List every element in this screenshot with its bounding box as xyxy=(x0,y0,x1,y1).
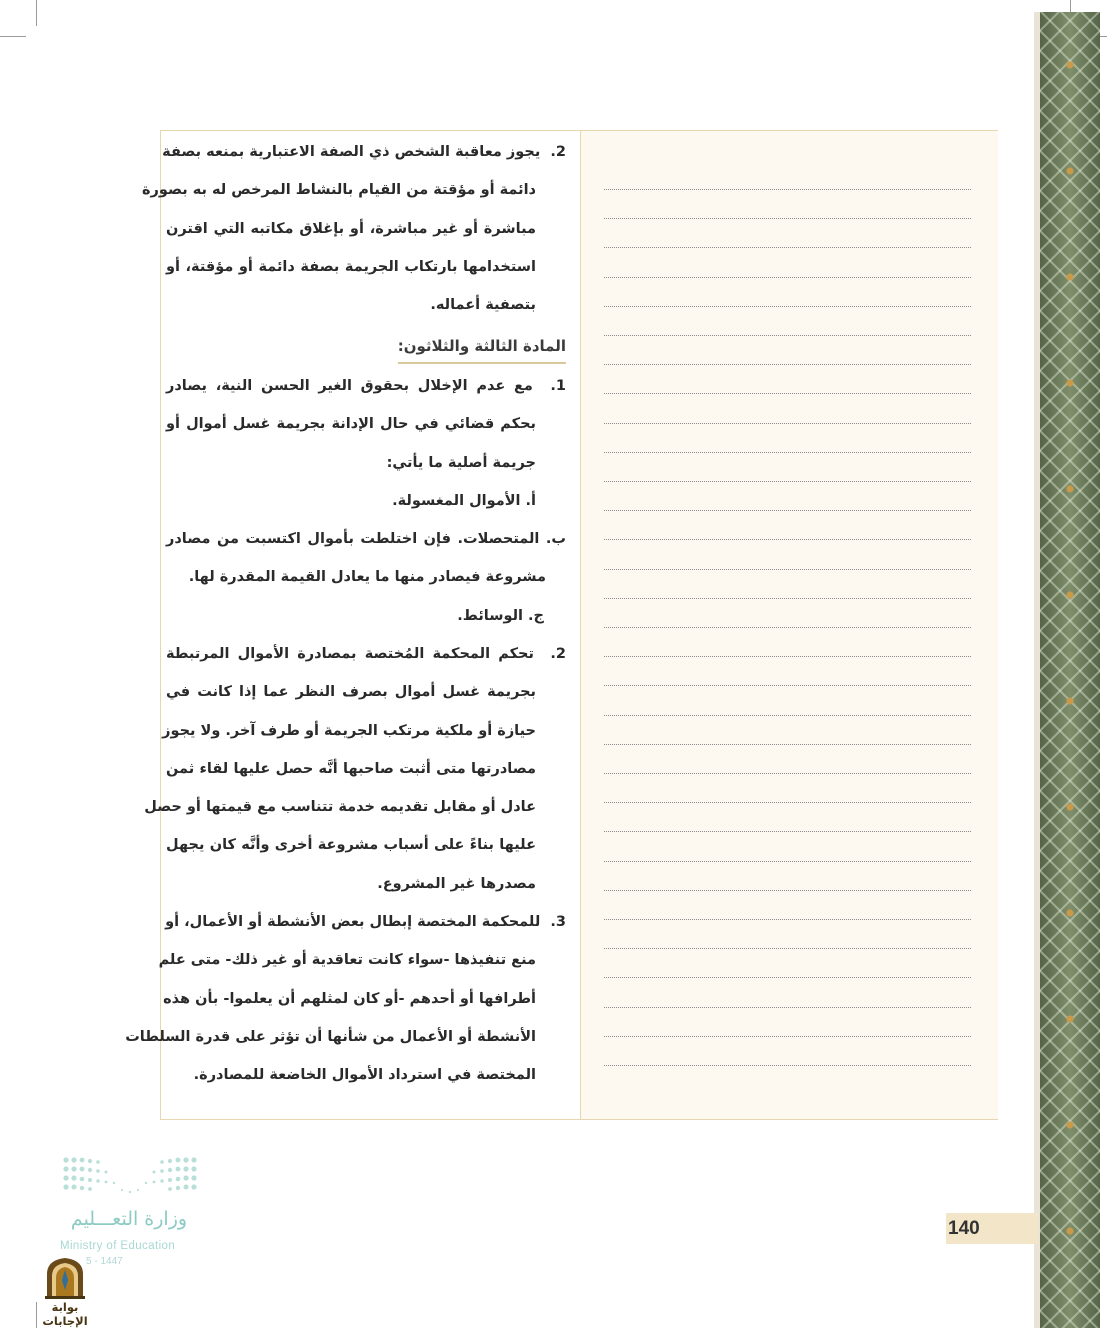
answers-gate-logo-icon xyxy=(43,1256,87,1300)
text-line: بجريمة غسل أموال بصرف النظر عما إذا كانت في xyxy=(166,684,536,701)
text-line: أطرافها أو أحدهم -أو كان لمثلهم أن يعلموا- بأن هذه xyxy=(163,990,536,1007)
ministry-name-arabic: وزارة التعـــليم xyxy=(70,1208,188,1230)
sub-item-c: ج. الوسائط. xyxy=(457,607,544,624)
ministry-name-english: Ministry of Education xyxy=(60,1240,176,1252)
text-line: جريمة أصلية ما يأتي: xyxy=(386,454,536,471)
note-line xyxy=(604,364,971,365)
crop-mark xyxy=(36,0,37,26)
note-line xyxy=(604,773,971,774)
note-line xyxy=(604,539,971,540)
text-line: حيازة أو ملكية مرتكب الجريمة أو طرف آخر. ولا يجوز xyxy=(162,722,536,739)
note-line xyxy=(604,919,971,920)
item-1-confiscation xyxy=(166,367,566,635)
note-line xyxy=(604,831,971,832)
ministry-logo-dots-icon xyxy=(62,1156,198,1196)
text-line: مصدرها غير المشروع. xyxy=(377,875,536,892)
text-line: عليها بناءً على أسباب مشروعة أخرى وأنَّه كان يجهل xyxy=(166,837,536,854)
note-line xyxy=(604,510,971,511)
note-line xyxy=(604,569,971,570)
note-line xyxy=(604,247,971,248)
text-line: بحكم قضائي في حال الإدانة بجريمة غسل أموال أو xyxy=(166,416,536,433)
note-line xyxy=(604,335,971,336)
crop-mark xyxy=(0,36,26,37)
note-line xyxy=(604,393,971,394)
page-number: 140 xyxy=(948,1218,980,1239)
sub-item-a: أ. الأموال المغسولة. xyxy=(392,492,536,509)
item-number: 3. xyxy=(550,914,566,930)
note-line xyxy=(604,861,971,862)
item-number: 1. xyxy=(550,378,566,394)
text-line: دائمة أو مؤقتة من القيام بالنشاط المرخص له به بصورة xyxy=(141,182,536,199)
note-line xyxy=(604,802,971,803)
note-line xyxy=(604,481,971,482)
note-line xyxy=(604,277,971,278)
text-line: مع عدم الإخلال بحقوق الغير الحسن النية، يصادر xyxy=(166,378,533,394)
text-line: مصادرتها متى أثبت صاحبها أنَّه حصل عليها لقاء ثمن xyxy=(166,760,536,777)
text-line: الأنشطة أو الأعمال من شأنها أن تؤثر على قدرة السلطات xyxy=(125,1028,536,1045)
note-line xyxy=(604,948,971,949)
decorative-pattern-border xyxy=(1040,12,1100,1328)
note-line xyxy=(604,715,971,716)
text-line: مشروعة فيصادر منها ما يعادل القيمة المقدرة لها. xyxy=(188,569,546,586)
note-line xyxy=(604,306,971,307)
note-line xyxy=(604,685,971,686)
text-line: للمحكمة المختصة إبطال بعض الأنشطة أو الأعمال، أو xyxy=(165,914,541,930)
text-line: بتصفية أعماله. xyxy=(430,297,536,314)
note-line xyxy=(604,627,971,628)
notes-panel xyxy=(580,131,998,1119)
note-line xyxy=(604,890,971,891)
item-2-court xyxy=(144,635,566,903)
note-line xyxy=(604,452,971,453)
note-line xyxy=(604,656,971,657)
note-line xyxy=(604,744,971,745)
note-line xyxy=(604,1065,971,1066)
note-line xyxy=(604,977,971,978)
text-line: يجوز معاقبة الشخص ذي الصفة الاعتبارية بمنعه بصفة xyxy=(162,144,541,160)
item-number: 2. xyxy=(550,144,566,160)
article-heading: المادة الثالثة والثلاثون: xyxy=(398,333,566,364)
item-number: 2. xyxy=(550,646,566,662)
sub-item-b: ب. المتحصلات. فإن اختلطت بأموال اكتسبت من مصادر xyxy=(166,531,566,548)
note-line xyxy=(604,598,971,599)
item-3-annul xyxy=(125,903,566,1094)
note-line xyxy=(604,189,971,190)
answers-gate-label: بوابة الإجابات xyxy=(42,1300,88,1328)
text-line: منع تنفيذها -سواء كانت تعاقدية أو غير ذلك- متى علم xyxy=(158,952,536,969)
text-line: مباشرة أو غير مباشرة، أو بإغلاق مكاتبه التي اقترن xyxy=(166,220,536,237)
item-2-penalty xyxy=(141,133,566,324)
text-line: المختصة في استرداد الأموال الخاضعة للمصادرة. xyxy=(193,1067,536,1084)
note-line xyxy=(604,218,971,219)
text-line: استخدامها بارتكاب الجريمة بصفة دائمة أو مؤقتة، أو xyxy=(166,258,536,275)
text-line: تحكم المحكمة المُختصة بمصادرة الأموال المرتبطة xyxy=(166,646,534,662)
ministry-year: 5 - 1447 xyxy=(86,1256,123,1267)
note-line xyxy=(604,1036,971,1037)
note-line xyxy=(604,423,971,424)
note-line xyxy=(604,1007,971,1008)
text-line: عادل أو مقابل تقديمه خدمة تتناسب مع قيمتها أو حصل xyxy=(144,799,536,816)
